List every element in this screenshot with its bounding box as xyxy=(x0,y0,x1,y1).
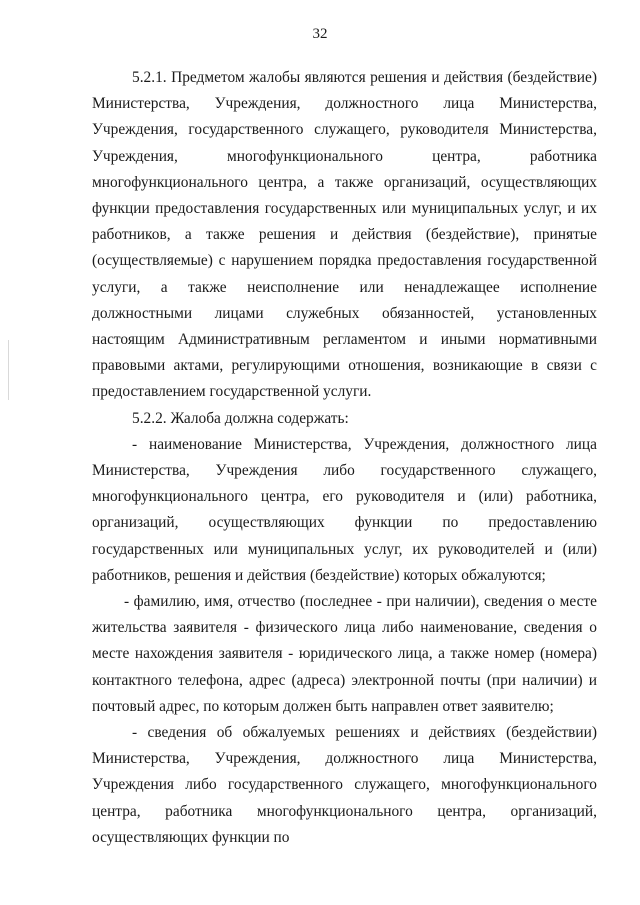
list-item-applicant-details: - фамилию, имя, отчество (последнее - при наличии), сведения о месте жительства заявителя - физического лица либо наименование, сведения о месте нахождения заявителя - юридического лица, а также номер (номера) контактного телефона, адрес (адреса) электронной почты (при наличии) и почтовый адрес, по которым должен быть направлен ответ заявителю; xyxy=(92,593,597,715)
paragraph-5-2-2-heading: 5.2.2. Жалоба должна содержать: xyxy=(132,409,349,427)
paragraph-5-2-1: 5.2.1. Предметом жалобы являются решения и действия (бездействие) Министерства, Учреждения, должностного лица Министерства, Учреждения, государственного служащего, руководителя Министерства, Учреждения, многофункционального центра, работника многофункционального центра, а также организаций, осуществляющих функции предоставления государственных или муниципальных услуг, и их работников, а также решения и действия (бездействие), принятые (осуществляемые) с нарушением порядка предоставления государственной услуги, а также неисполнение или ненадлежащее исполнение должностными лицами служебных обязанностей, установленных настоящим Административным регламентом и иными нормативными правовыми актами, регулирующими отношения, возникающие в связи с предоставлением государственной услуги. xyxy=(92,69,597,401)
page-number: 32 xyxy=(312,26,328,42)
scan-edge-mark xyxy=(8,340,9,400)
list-item-name-of-body: - наименование Министерства, Учреждения, должностного лица Министерства, Учреждения либо государственного служащего, многофункционального центра, его руководителя и (или) работника, организаций, осуществляющих функции по предоставлению государственных или муниципальных услуг, их руководителей и (или) работников, решения и действия (бездействие) которых обжалуются; xyxy=(92,435,597,584)
list-item-appealed-decisions: - сведения об обжалуемых решениях и действиях (бездействии) Министерства, Учреждения, должностного лица Министерства, Учреждения либо государственного служащего, многофункционального центра, работника многофункционального центра, организаций, осуществляющих функции по xyxy=(92,724,597,846)
document-body xyxy=(92,65,597,851)
